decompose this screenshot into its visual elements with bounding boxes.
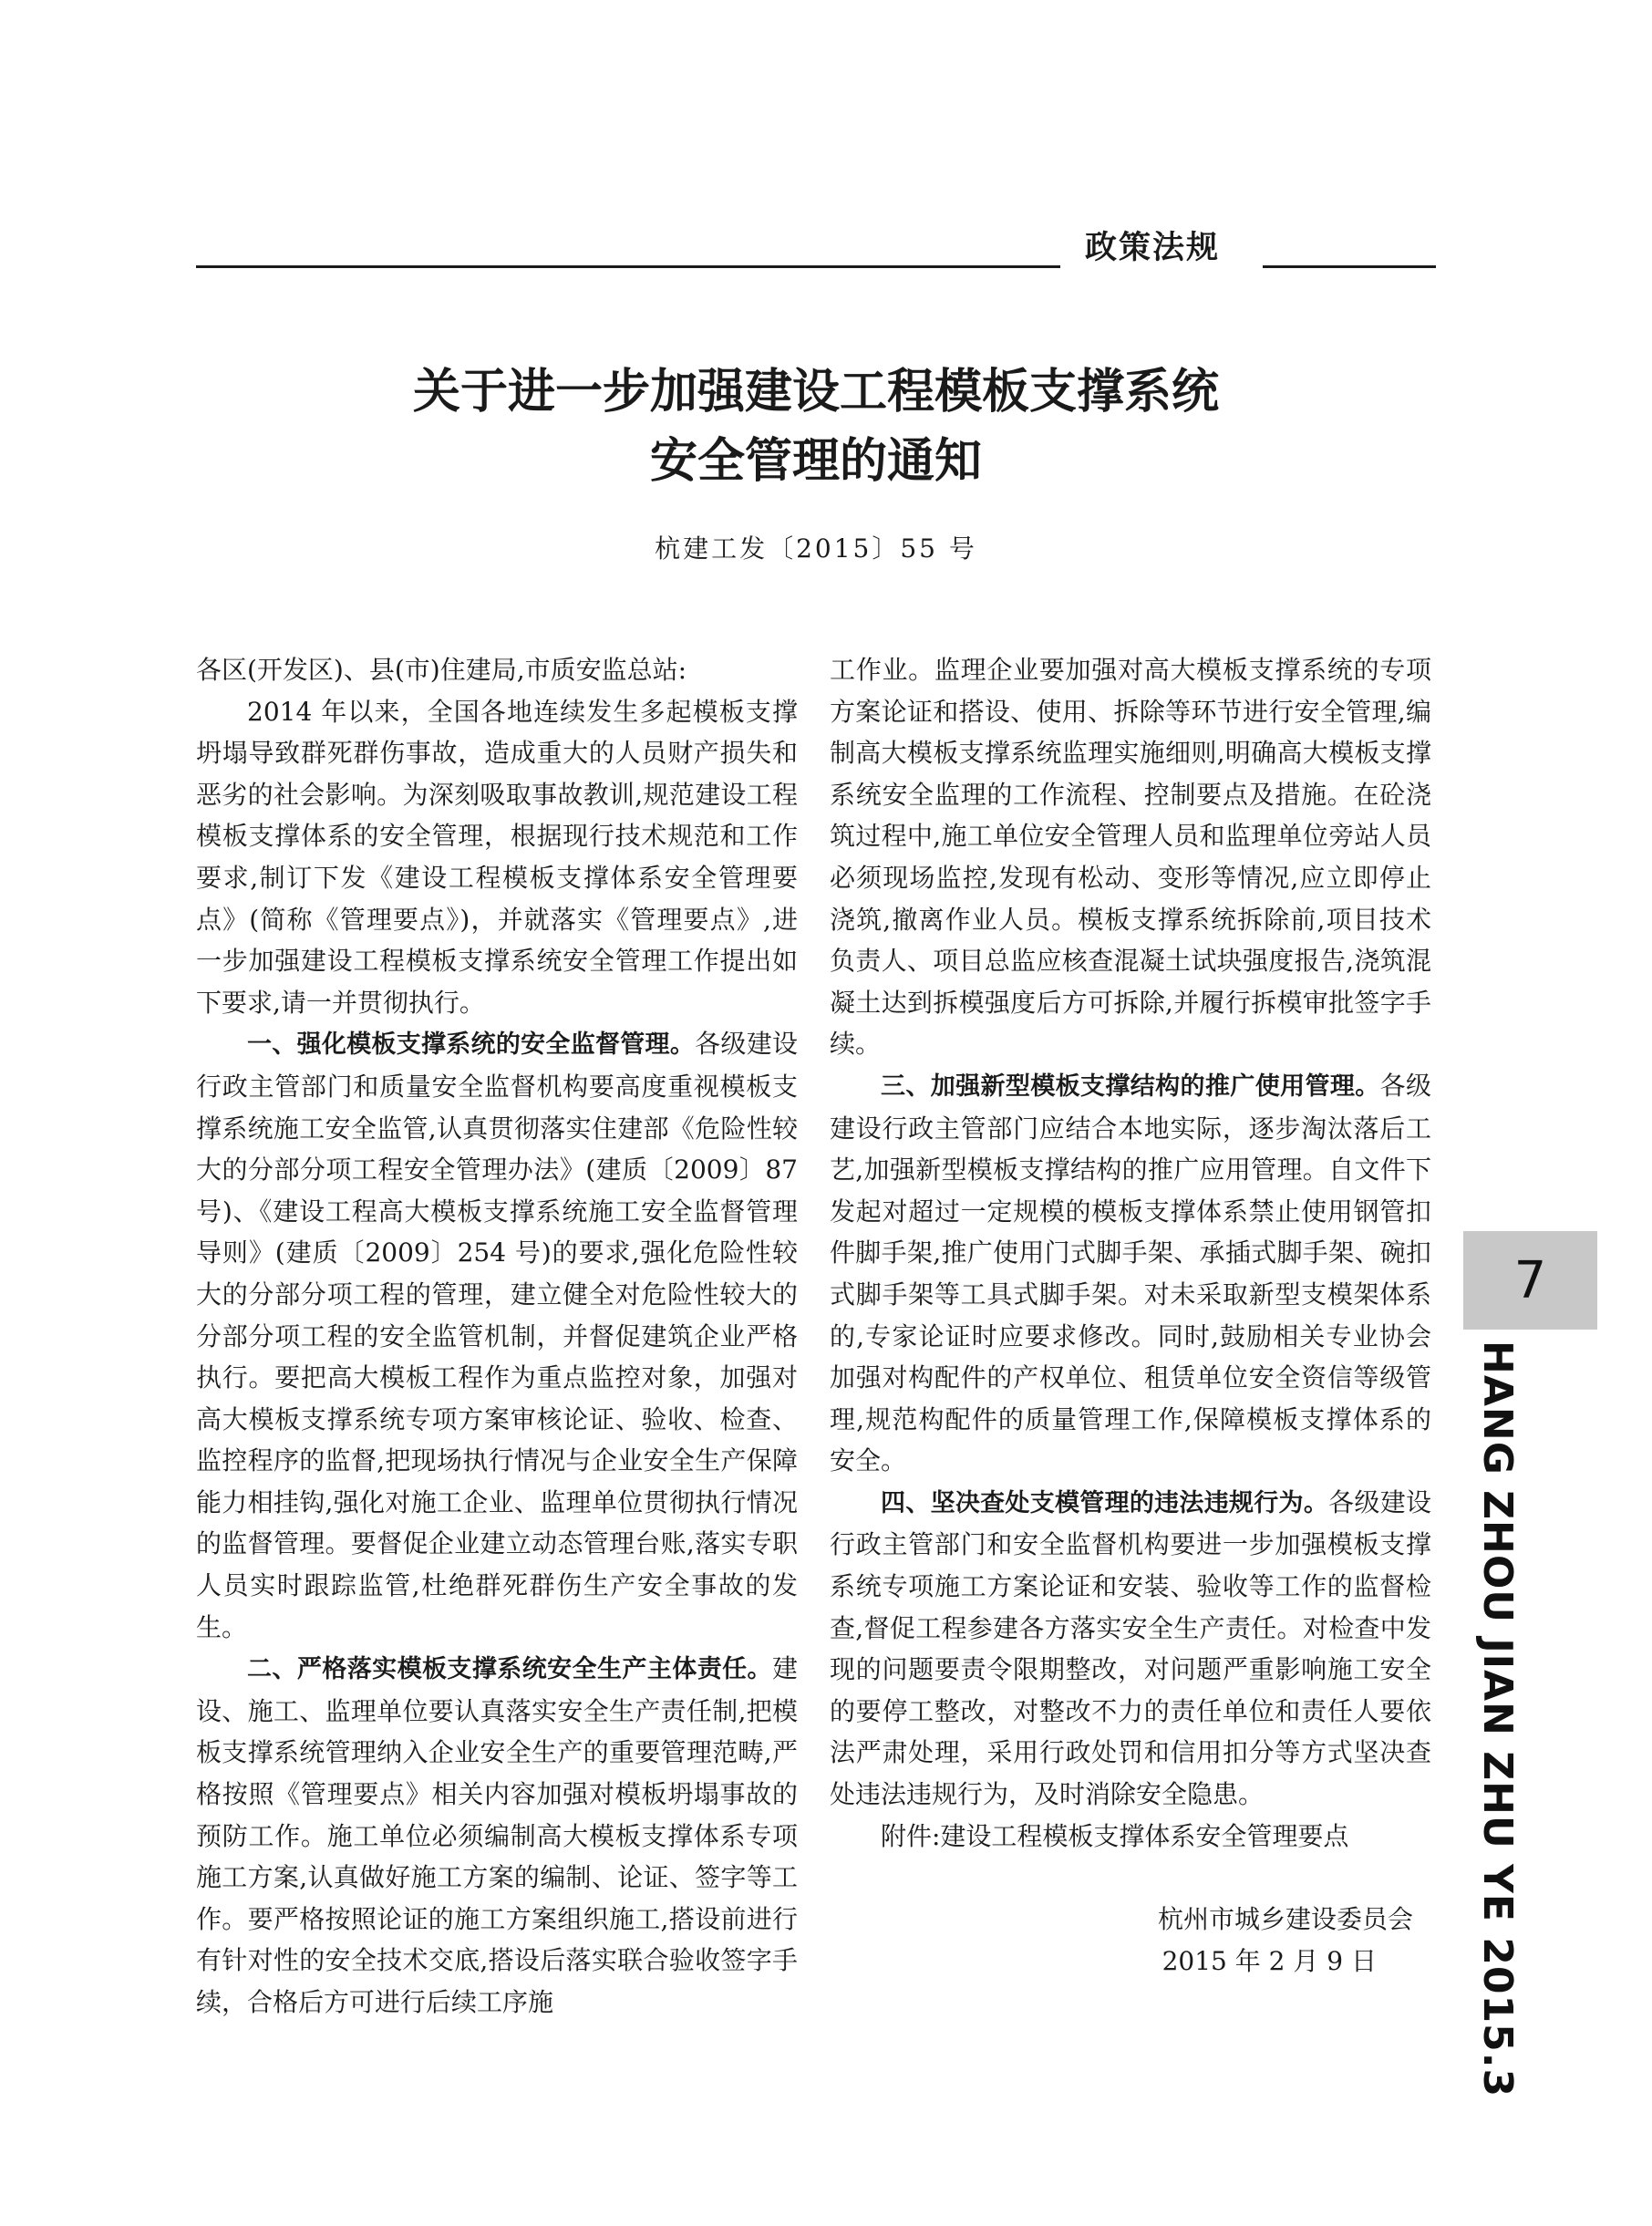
section-header — [196, 219, 1436, 274]
section-2-heading: 二、严格落实模板支撑系统安全生产主体责任。 — [247, 1655, 772, 1684]
section-2-body-part-1: 建设、施工、监理单位要认真落实安全生产责任制,把模板支撑系统管理纳入企业安全生产的重要管理范畴,严格按照《管理要点》相关内容加强对模板坍塌事故的预防工作。施工单位必须编制高大模板支撑体系专项施工方案,认真做好施工方案的编制、论证、签字等工作。要严格按照论证的施工方案组织施工,搭设前进行有针对性的安全技术交底,搭设后落实联合验收签字手续，合格后方可进行后续工序施 — [196, 1653, 798, 2017]
section-3-body: 各级建设行政主管部门应结合本地实际，逐步淘汰落后工艺,加强新型模板支撑结构的推广应用管理。自文件下发起对超过一定规模的模板支撑体系禁止使用钢管扣件脚手架,推广使用门式脚手架、承插式脚手架、碗扣式脚手架等工具式脚手架。对未采取新型支模架体系的,专家论证时应要求修改。同时,鼓励相关专业协会加强对构配件的产权单位、租赁单位安全资信等级管理,规范构配件的质量管理工作,保障模板支撑体系的安全。 — [830, 1070, 1431, 1476]
intro-paragraph: 2014 年以来，全国各地连续发生多起模板支撑坍塌导致群死群伤事故，造成重大的人员财产损失和恶劣的社会影响。为深刻吸取事故教训,规范建设工程模板支撑体系的安全管理，根据现行技术规范和工作要求,制订下发《建设工程模板支撑体系安全管理要点》(简称《管理要点》)，并就落实《管理要点》,进一步加强建设工程模板支撑系统安全管理工作提出如下要求,请一并贯彻执行。 — [196, 696, 798, 1018]
page-number: 7 — [1513, 1250, 1547, 1310]
section-2 — [196, 1648, 798, 2023]
section-1-body: 各级建设行政主管部门和质量安全监督机构要高度重视模板支撑系统施工安全监管,认真贯彻落实住建部《危险性较大的分部分项工程安全管理办法》(建质〔2009〕87 号)、《建设工程高大模板支撑系统施工安全监督管理导则》(建质〔2009〕254 号)的要求,强化危险性较大的分部分项工程的管理，建立健全对危险性较大的分部分项工程的安全监管机制，并督促建筑企业严格执行。要把高大模板工程作为重点监控对象，加强对高大模板支撑系统专项方案审核论证、验收、检查、监控程序的监督,把现场执行情况与企业安全生产保障能力相挂钩,强化对施工企业、监理单位贯彻执行情况的监督管理。要督促企业建立动态管理台账,落实专职人员实时跟踪监管,杜绝群死群伤生产安全事故的发生。 — [196, 1029, 798, 1642]
attachment-line: 附件:建设工程模板支撑体系安全管理要点 — [881, 1820, 1349, 1851]
header-rule-right — [1263, 265, 1436, 268]
column-left — [196, 649, 798, 2024]
section-4-heading: 四、坚决查处支模管理的违法违规行为。 — [881, 1488, 1329, 1517]
document-number: 杭建工发〔2015〕55 号 — [655, 533, 977, 564]
salutation: 各区(开发区)、县(市)住建局,市质安监总站: — [196, 655, 687, 685]
section-1-heading: 一、强化模板支撑系统的安全监督管理。 — [247, 1030, 696, 1060]
section-1 — [196, 1023, 798, 1648]
journal-issue-label: HANG ZHOU JIAN ZHU YE 2015.3 — [1474, 1341, 1521, 2098]
signature-block — [830, 1899, 1431, 1983]
section-4 — [830, 1482, 1431, 1816]
signature-org: 杭州市城乡建设委员会 — [1157, 1904, 1413, 1935]
title-line-2: 安全管理的通知 — [649, 433, 982, 489]
section-label: 政策法规 — [1085, 230, 1221, 266]
signature-date: 2015 年 2 月 9 日 — [1162, 1946, 1377, 1977]
section-2-body-part-2: 工作业。监理企业要加强对高大模板支撑系统的专项方案论证和搭设、使用、拆除等环节进行安全管理,编制高大模板支撑系统监理实施细则,明确高大模板支撑系统安全监理的工作流程、控制要点及措施。在砼浇筑过程中,施工单位安全管理人员和监理单位旁站人员必须现场监控,发现有松动、变形等情况,应立即停止浇筑,撤离作业人员。模板支撑系统拆除前,项目技术负责人、项目总监应核查混凝土试块强度报告,浇筑混凝土达到拆模强度后方可拆除,并履行拆模审批签字手续。 — [830, 655, 1431, 1060]
page-number-tab — [1463, 1231, 1597, 1330]
header-rule-left — [196, 265, 1060, 268]
section-3 — [830, 1065, 1431, 1482]
article-title — [196, 357, 1436, 496]
title-line-1: 关于进一步加强建设工程模板支撑系统 — [412, 364, 1219, 419]
section-4-body: 各级建设行政主管部门和安全监督机构要进一步加强模板支撑系统专项施工方案论证和安装、验收等工作的监督检查,督促工程参建各方落实安全生产责任。对检查中发现的问题要责令限期整改，对问题严重影响施工安全的要停工整改，对整改不力的责任单位和责任人要依法严肃处理，采用行政处罚和信用扣分等方式坚决查处违法违规行为，及时消除安全隐患。 — [830, 1486, 1431, 1810]
section-3-heading: 三、加强新型模板支撑结构的推广使用管理。 — [881, 1072, 1380, 1101]
column-right — [830, 649, 1431, 1983]
